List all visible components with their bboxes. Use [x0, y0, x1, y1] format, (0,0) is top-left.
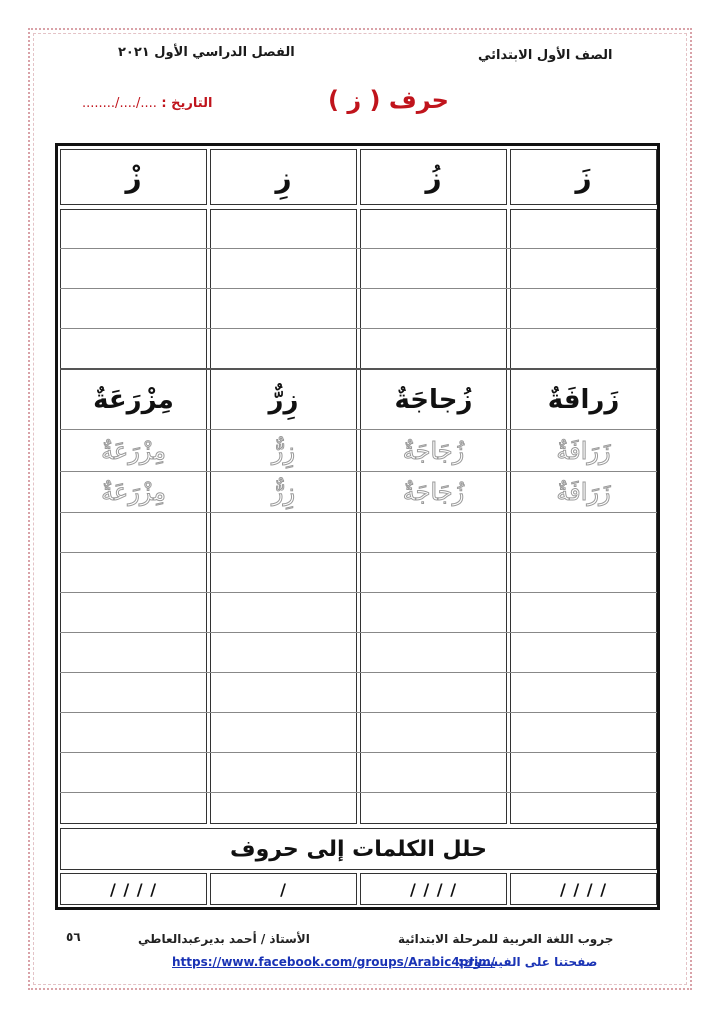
date-dots: ..../..../........	[82, 96, 157, 111]
trace-word: مِزْرَعَةٌ	[101, 437, 166, 465]
writing-line	[60, 632, 657, 633]
writing-column-4	[60, 209, 207, 824]
footer-series: جروب اللغة العربية للمرحلة الابتدائية	[398, 932, 614, 946]
worksheet-table	[55, 143, 660, 910]
writing-line	[60, 429, 657, 430]
page-number: ٥٦	[66, 930, 81, 944]
analyze-row	[60, 828, 657, 870]
writing-line	[60, 328, 657, 329]
grade-label: الصف الأول الابتدائي	[478, 48, 613, 63]
writing-line	[60, 752, 657, 753]
word-zarafa: زَرافَةٌ	[547, 385, 620, 415]
slash-cell-2: / / / /	[360, 873, 507, 905]
page-title: حرف ( ز )	[328, 86, 449, 114]
slash-cell-4: / / / /	[60, 873, 207, 905]
word-zujaja: زُجاجَةٌ	[394, 385, 473, 415]
facebook-link[interactable]: https://www.facebook.com/groups/Arabic4prim/	[172, 955, 496, 969]
writing-line	[60, 471, 657, 472]
writing-line	[60, 792, 657, 793]
letter-cell-kasra	[210, 149, 357, 205]
trace-word: زُجَاجَةٌ	[402, 437, 465, 465]
word-zir: زِرٌّ	[268, 385, 299, 415]
trace-word: زَرَافَةٌ	[556, 437, 611, 465]
trace-word: مِزْرَعَةٌ	[101, 478, 166, 506]
slash-cell-1: / / / /	[510, 873, 657, 905]
slash-cell-3: /	[210, 873, 357, 905]
letter-fatha: زَ	[575, 160, 592, 194]
writing-column-3	[210, 209, 357, 824]
writing-line	[60, 592, 657, 593]
writing-column-2	[360, 209, 507, 824]
letter-cell-damma	[360, 149, 507, 205]
word-mazraa: مِزْرَعَةٌ	[93, 385, 174, 415]
date-field	[82, 96, 212, 111]
writing-line	[60, 712, 657, 713]
letter-damma: زُ	[425, 160, 442, 194]
analyze-label: حلل الكلمات إلى حروف	[230, 836, 487, 862]
letter-cell-fatha	[510, 149, 657, 205]
trace-word: زِرٌّ	[271, 478, 296, 506]
writing-line	[60, 512, 657, 513]
letter-kasra: زِ	[275, 160, 292, 194]
trace-word: زَرَافَةٌ	[556, 478, 611, 506]
writing-line	[60, 672, 657, 673]
writing-line	[60, 288, 657, 289]
date-label: التاريخ :	[161, 96, 213, 111]
letter-sukun: زْ	[125, 160, 142, 194]
trace-word: زُجَاجَةٌ	[402, 478, 465, 506]
writing-column-1	[510, 209, 657, 824]
letter-cell-sukun	[60, 149, 207, 205]
term-label: الفصل الدراسي الأول ٢٠٢١	[118, 45, 295, 60]
footer-teacher: الأستاذ / أحمد بديرعبدالعاطي	[138, 932, 310, 946]
footer-fb-label: صفحتنا على الفيسبوك:	[458, 955, 598, 969]
writing-line	[60, 248, 657, 249]
trace-word: زِرٌّ	[271, 437, 296, 465]
writing-line	[60, 368, 657, 370]
writing-line	[60, 552, 657, 553]
